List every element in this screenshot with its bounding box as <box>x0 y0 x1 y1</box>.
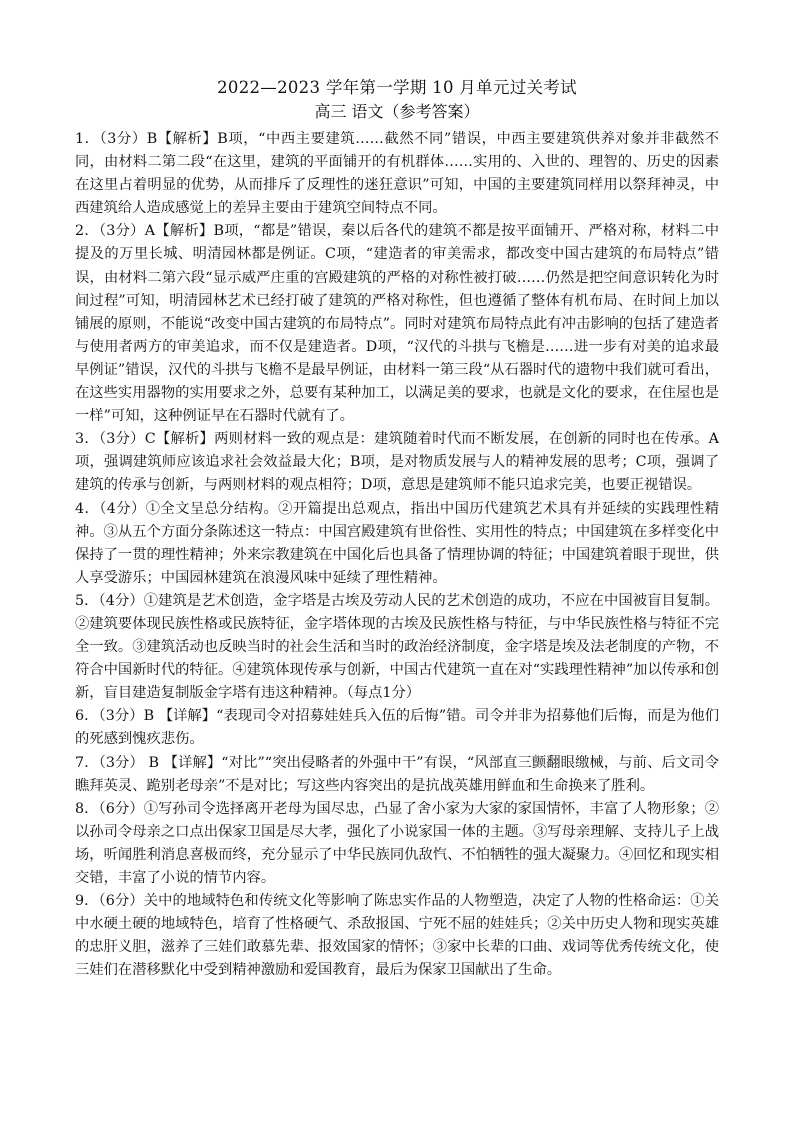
answer-item-8: 8．（6分）①写孙司令选择离开老母为国尽忠，凸显了舍小家为大家的家国情怀，丰富了人物形象；②以孙司令母亲之口点出保家卫国是尽大孝，强化了小说家国一体的主题。③写母亲理解、支持儿子上战场，听闻胜利消息喜极而终，充分显示了中华民族同仇敌忾、不怕牺牲的强大凝聚力。④回忆和现实相交错，丰富了小说的情节内容。 <box>75 800 719 886</box>
answer-item-5: 5．（4分）①建筑是艺术创造，金字塔是古埃及劳动人民的艺术创造的成功，不应在中国被盲目复制。②建筑要体现民族性格或民族特征，金字塔体现的古埃及民族性格与特征，与中华民族性格与特征不完全一致。③建筑活动也反映当时的社会生活和当时的政治经济制度，金字塔是埃及法老制度的产物，不符合中国新时代的特征。④建筑体现传承与创新，中国古代建筑一直在对“实践理性精神”加以传承和创新，盲目建造复制版金字塔有违这种精神。（每点1分） <box>75 592 719 702</box>
answer-item-4: 4．（4分）①全文呈总分结构。②开篇提出总观点，指出中国历代建筑艺术具有并延续的实践理性精神。③从五个方面分条陈述这一特点：中国宫殿建筑有世俗性、实用性的特点；中国建筑在多样变化中保持了一贯的理性精神；外来宗教建筑在中国化后也具备了情理协调的特征；中国建筑着眼于现世，供人享受游乐；中国园林建筑在浪漫风味中延续了理性精神。 <box>75 500 719 586</box>
page-subtitle: 高三 语文（参考答案） <box>314 102 480 121</box>
answer-item-9: 9．（6分）关中的地域特色和传统文化等影响了陈忠实作品的人物塑造，决定了人物的性格命运：①关中水硬土硬的地域特色，培育了性格硬气、杀敌报国、宁死不屈的娃娃兵；②关中历史人物和现实英雄的忠肝义胆，滋养了三娃们敢慕先辈、报效国家的情怀；③家中长辈的口曲、戏词等优秀传统文化，使三娃们在潜移默化中受到精神激励和爱国教育，最后为保家卫国献出了生命。 <box>75 893 719 979</box>
page-title: 2022—2023 学年第一学期 10 月单元过关考试 <box>217 78 577 97</box>
answer-item-1: 1．（3分）B【解析】B项，“中西主要建筑……截然不同”错误，中西主要建筑供养对象并非截然不同，由材料二第二段“在这里，建筑的平面铺开的有机群体……实用的、入世的、理智的、历史的因素在这里占着明显的优势，从而排斥了反理性的迷狂意识”可知，中国的主要建筑同样用以祭拜神灵，中西建筑给人造成感觉上的差异主要由于建筑空间特点不同。 <box>75 131 719 217</box>
answer-item-3: 3．（3分）C【解析】两则材料一致的观点是：建筑随着时代而不断发展，在创新的同时也在传承。A项，强调建筑师应该追求社会效益最大化；B项，是对物质发展与人的精神发展的思考；C项，强调了建筑的传承与创新，与两则材料的观点相符；D项，意思是建筑师不能只追求完美，也要正视错误。 <box>75 431 719 494</box>
answer-item-6: 6．（3分）B 【详解】“表现司令对招募娃娃兵入伍的后悔”错。司令并非为招募他们后悔，而是为他们的死感到愧疚悲伤。 <box>75 708 719 748</box>
answer-item-2: 2．（3分）A【解析】B项，“都是”错误，秦以后各代的建筑不都是按平面铺开、严格对称，材料二中提及的万里长城、明清园林都是例证。C项，“建造者的审美需求，都改变中国古建筑的布局特点”错误，由材料二第六段“显示威严庄重的宫殿建筑的严格的对称性被打破……仍然是把空间意识转化为时间过程”可知，明清园林艺术已经打破了建筑的严格对称性，但也遵循了整体有机布局、在时间上加以铺展的原则，不能说“改变中国古建筑的布局特点”。同时对建筑布局特点此有冲击影响的包括了建造者与使用者两方的审美追求，而不仅是建造者。D项，“汉代的斗拱与飞檐是……进一步有对美的追求最早例证”错误，汉代的斗拱与飞檐不是最早例证，由材料一第三段“从石器时代的遗物中我们就可看出，在这些实用器物的实用要求之外，总要有某种加工，以满足美的要求，也就是文化的要求，在住屋也是一样”可知，这种例证早在石器时代就有了。 <box>75 223 719 425</box>
answer-item-7: 7．（3分） B 【详解】“对比”“突出侵略者的外强中干”有误，“风部直三颤翻眼缴械，与前、后文司令瞧拜英灵、跪别老母亲”不是对比；写这些内容突出的是抗战英雄用鲜血和生命换来了胜利。 <box>75 754 719 794</box>
